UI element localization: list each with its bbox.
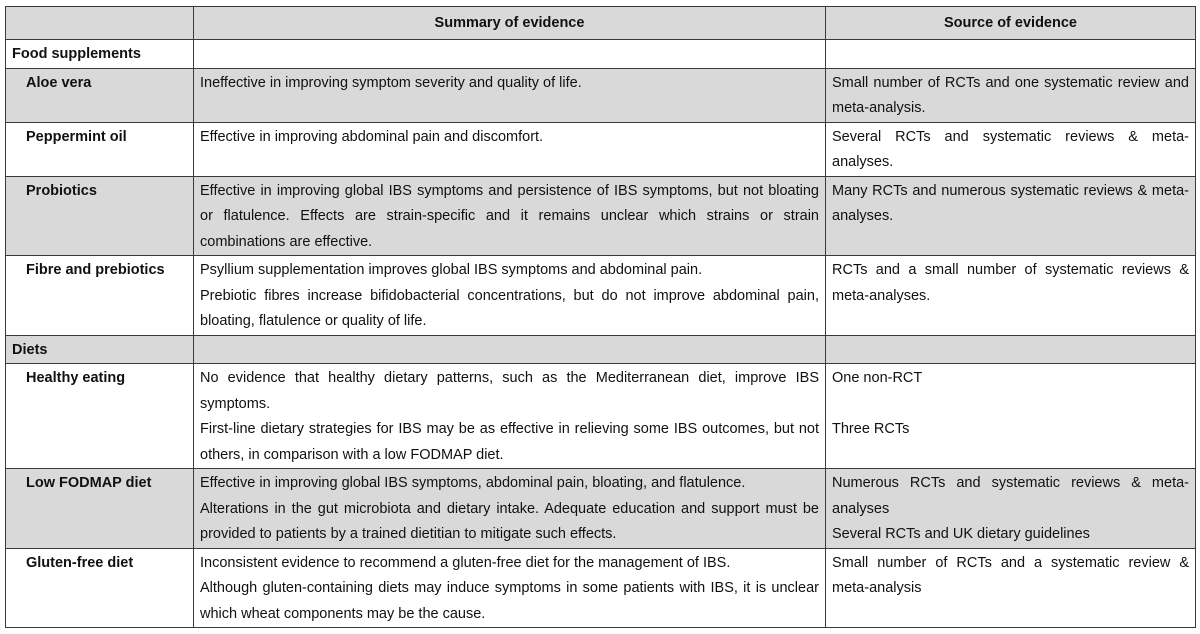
header-empty: [6, 7, 194, 40]
source-text: One non-RCT: [832, 370, 923, 386]
row-source: [826, 364, 1196, 469]
source-spacer: [832, 392, 1189, 418]
row-summary: [194, 256, 826, 336]
source-text: Several RCTs and systematic reviews & meta-analyses.: [832, 128, 1189, 170]
summary-text: No evidence that healthy dietary patterns, such as the Mediterranean diet, improve IBS symptoms.: [200, 370, 819, 412]
row-label: Healthy eating: [6, 364, 194, 469]
table-row-probiotics: [6, 176, 1196, 256]
source-text: Many RCTs and numerous systematic reviews & meta-analyses.: [832, 182, 1189, 224]
source-text: Small number of RCTs and one systematic review and meta-analysis.: [832, 74, 1189, 116]
source-text: Small number of RCTs and a systematic review & meta-analysis: [832, 554, 1189, 596]
row-label: Probiotics: [6, 176, 194, 256]
section-empty-source: [826, 40, 1196, 69]
row-label: Gluten-free diet: [6, 548, 194, 628]
row-source: [826, 469, 1196, 549]
summary-text: Effective in improving global IBS symptoms and persistence of IBS symptoms, but not bloating or flatulence. Effects are strain-specific and it remains unclear which strains or strain combinations are effective.: [200, 182, 819, 250]
summary-text: Ineffective in improving symptom severity and quality of life.: [200, 74, 582, 91]
source-text: Numerous RCTs and systematic reviews & meta-analyses: [832, 475, 1189, 517]
header-row: [6, 7, 1196, 40]
source-text: Several RCTs and UK dietary guidelines: [832, 526, 1090, 542]
summary-text: Although gluten-containing diets may induce symptoms in some patients with IBS, it is unclear which wheat components may be the cause.: [200, 580, 819, 622]
row-label: Fibre and prebiotics: [6, 256, 194, 336]
section-empty-summary: [194, 40, 826, 69]
summary-text: Inconsistent evidence to recommend a gluten-free diet for the management of IBS.: [200, 554, 731, 571]
header-summary: Summary of evidence: [194, 7, 826, 40]
row-summary: [194, 122, 826, 176]
row-summary: [194, 469, 826, 549]
table-row-aloe-vera: [6, 68, 1196, 122]
row-source: [826, 176, 1196, 256]
section-label: Food supplements: [6, 40, 194, 69]
row-summary: [194, 364, 826, 469]
section-row-diets: [6, 335, 1196, 364]
row-label: Peppermint oil: [6, 122, 194, 176]
table-row-fibre-prebiotics: [6, 256, 1196, 336]
row-label: Aloe vera: [6, 68, 194, 122]
section-empty-source: [826, 335, 1196, 364]
summary-text: Prebiotic fibres increase bifidobacterial concentrations, but do not improve abdominal pain, bloating, flatulence or quality of life.: [200, 287, 819, 329]
row-source: [826, 122, 1196, 176]
row-source: [826, 68, 1196, 122]
table-row-healthy-eating: [6, 364, 1196, 469]
summary-text: Alterations in the gut microbiota and dietary intake. Adequate education and support must be provided to patients by a trained dietitian to mitigate such effects.: [200, 500, 819, 542]
row-summary: [194, 548, 826, 628]
section-row-food-supplements: [6, 40, 1196, 69]
source-text: Three RCTs: [832, 421, 910, 437]
row-summary: [194, 176, 826, 256]
summary-text: Psyllium supplementation improves global IBS symptoms and abdominal pain.: [200, 262, 703, 278]
summary-text: First-line dietary strategies for IBS may be as effective in relieving some IBS outcomes, but not others, in comparison with a low FODMAP diet.: [200, 421, 819, 463]
summary-text: Effective in improving abdominal pain and discomfort.: [200, 128, 544, 145]
section-empty-summary: [194, 335, 826, 364]
evidence-table: [5, 6, 1196, 628]
row-source: [826, 256, 1196, 336]
row-label: Low FODMAP diet: [6, 469, 194, 549]
row-summary: [194, 68, 826, 122]
evidence-table-container: [5, 6, 1195, 628]
section-label: Diets: [6, 335, 194, 364]
table-row-peppermint-oil: [6, 122, 1196, 176]
header-source: Source of evidence: [826, 7, 1196, 40]
source-text: RCTs and a small number of systematic reviews & meta-analyses.: [832, 262, 1189, 304]
table-row-low-fodmap: [6, 469, 1196, 549]
summary-text: Effective in improving global IBS symptoms, abdominal pain, bloating, and flatulence.: [200, 475, 746, 491]
table-row-gluten-free: [6, 548, 1196, 628]
row-source: [826, 548, 1196, 628]
